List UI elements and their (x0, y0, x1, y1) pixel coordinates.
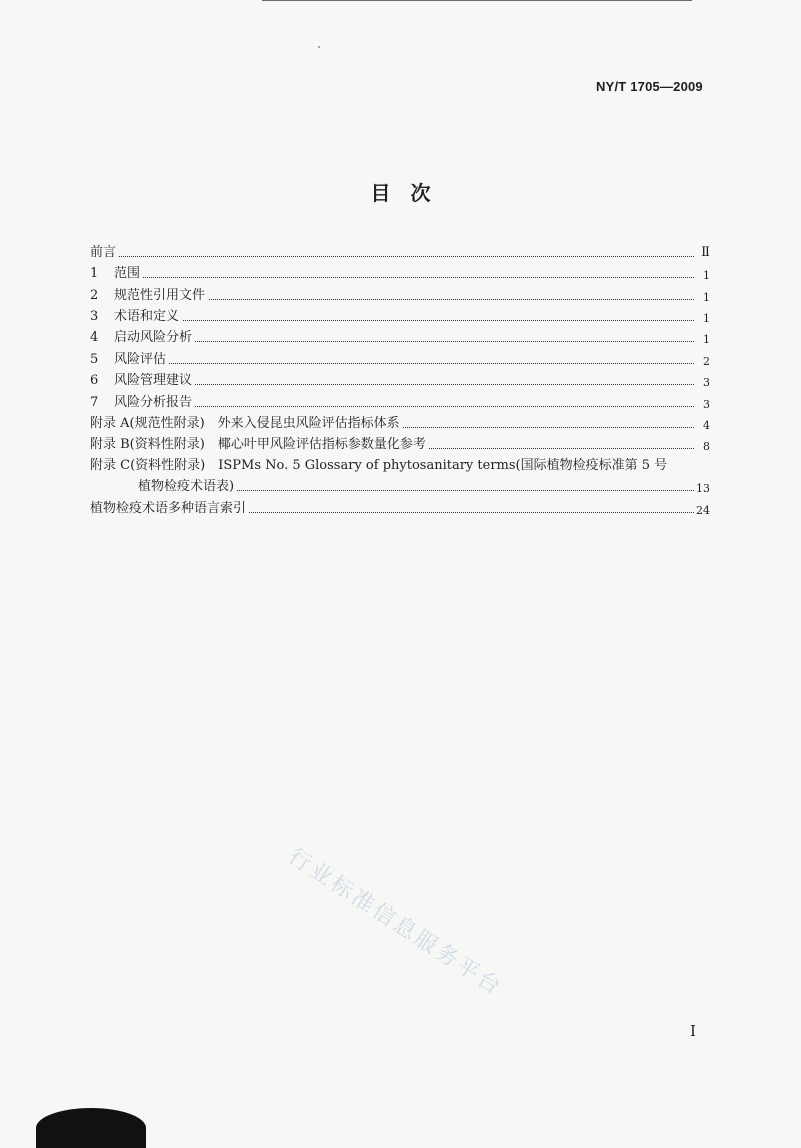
document-code: NY/T 1705—2009 (596, 79, 703, 94)
toc-entry-appendix-b[interactable] (90, 435, 710, 455)
toc-entry-appendix-a[interactable] (90, 414, 710, 434)
toc-page: 3 (696, 395, 710, 415)
toc-page: 3 (696, 373, 710, 393)
toc-label: 附录 C(资料性附录) ISPMs No. 5 Glossary of phytosanitary terms(国际植物检疫标准第 5 号 (90, 458, 668, 473)
toc-label: 7 风险分析报告 (90, 393, 195, 413)
scan-speck (318, 46, 320, 48)
toc-page: 1 (696, 309, 710, 329)
toc-label: 4 启动风险分析 (90, 328, 195, 348)
toc-entry-5[interactable] (90, 350, 710, 370)
toc-entry-3[interactable] (90, 307, 710, 327)
toc-entry-7[interactable] (90, 393, 710, 413)
toc-page: 13 (696, 479, 710, 499)
toc-entry-1[interactable] (90, 264, 710, 284)
watermark: 行业标准信息服务平台 (283, 844, 507, 1002)
scan-artifact (36, 1108, 146, 1148)
top-rule (262, 0, 692, 1)
toc-entry-4[interactable] (90, 328, 710, 348)
toc-leader (90, 277, 694, 278)
toc-label: 2 规范性引用文件 (90, 286, 208, 306)
toc-page: 8 (696, 437, 710, 457)
toc-page: 1 (696, 330, 710, 350)
toc-label: 3 术语和定义 (90, 307, 182, 327)
toc-entry-2[interactable] (90, 286, 710, 306)
toc-page: 1 (696, 288, 710, 308)
toc-label: 前言 (90, 243, 119, 263)
toc-page: 24 (696, 501, 710, 521)
toc-label: 植物检疫术语表) (138, 477, 237, 497)
toc-leader (90, 256, 694, 257)
toc-leader (90, 363, 694, 364)
toc-entry-appendix-c-cont[interactable] (90, 477, 710, 497)
toc-label: 附录 A(规范性附录) 外来入侵昆虫风险评估指标体系 (90, 414, 403, 434)
toc-label: 5 风险评估 (90, 350, 169, 370)
toc-label: 1 范围 (90, 264, 143, 284)
toc-entry-index[interactable] (90, 499, 710, 519)
toc-entry-6[interactable] (90, 371, 710, 391)
toc-label: 附录 B(资料性附录) 椰心叶甲风险评估指标参数量化参考 (90, 435, 429, 455)
toc-page: Ⅱ (696, 243, 710, 263)
toc-page: 4 (696, 416, 710, 436)
page-title: 目 次 (370, 181, 431, 205)
page-number: I (690, 1022, 696, 1040)
toc-entry-foreword[interactable] (90, 243, 710, 263)
toc-label: 6 风险管理建议 (90, 371, 195, 391)
toc-label: 植物检疫术语多种语言索引 (90, 499, 249, 519)
toc-entry-appendix-c[interactable] (90, 456, 710, 476)
toc-page: 2 (696, 352, 710, 372)
toc-page: 1 (696, 266, 710, 286)
